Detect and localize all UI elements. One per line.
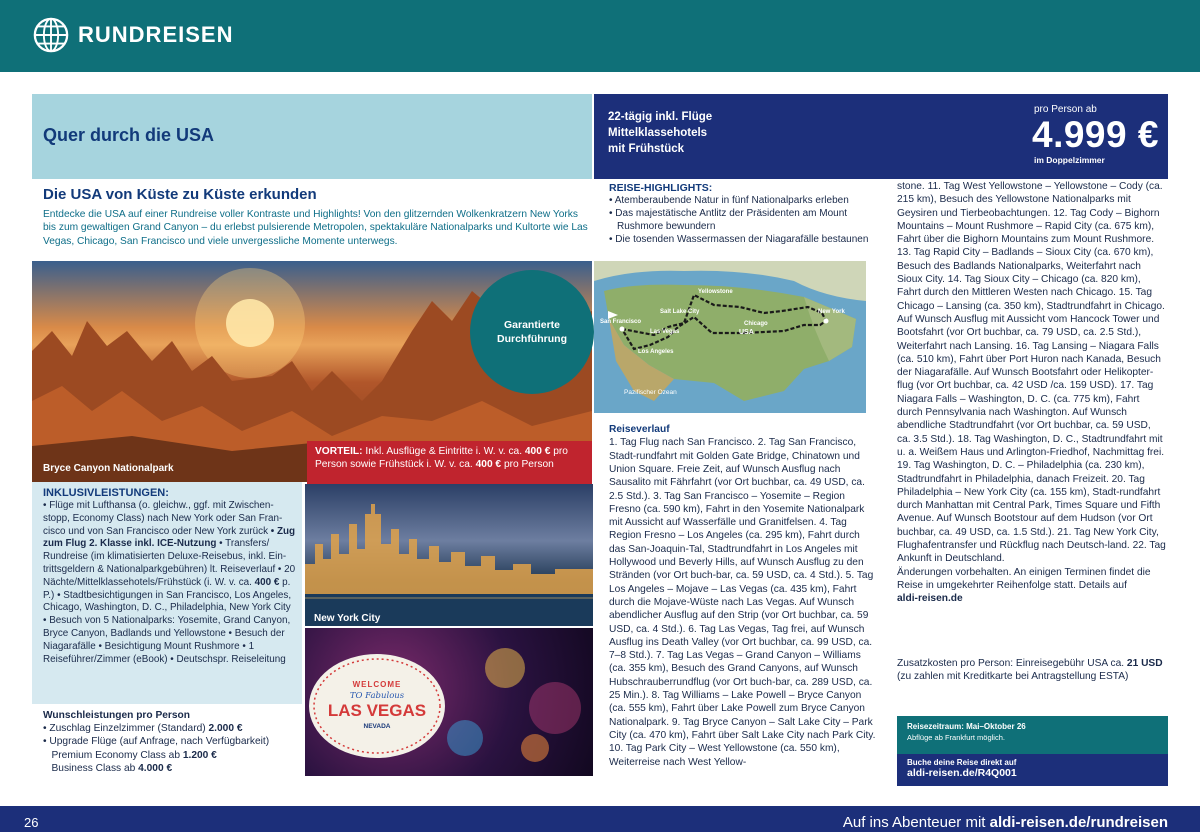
advantage-amount-1: 400 € (524, 446, 551, 457)
extra-costs-note: (zu zahlen mit Kreditkarte bei Antragstellung ESTA) (897, 671, 1129, 683)
advantage-label: VORTEIL: (315, 446, 363, 457)
extras-item-price: 4.000 € (138, 763, 173, 775)
trip-features (608, 109, 712, 157)
advantage-text: Inkl. Ausflüge & Eintritte i. W. v. ca. (365, 446, 525, 457)
map-label-los-angeles: Los Angeles (638, 349, 674, 355)
extras-item (43, 722, 298, 735)
booking-box[interactable] (897, 754, 1168, 786)
departure-note: Abflüge ab Frankfurt möglich. (907, 733, 1005, 742)
advantage-text-3: pro Person (501, 459, 554, 471)
map-label-yellowstone: Yellowstone (698, 289, 733, 295)
extras-item-price: 2.000 € (208, 723, 243, 734)
sign-nevada: NEVADA (363, 723, 391, 730)
guarantee-badge: Garantierte Durchführung (470, 270, 594, 394)
extras-item-text: • Zuschlag Einzelzimmer (Standard) (43, 723, 209, 734)
highlights-heading: REISE-HIGHLIGHTS: (609, 182, 713, 194)
highlight-item: • Das majestätische Antlitz der Präsidenten am Mount Rushmore bewundern (609, 208, 848, 232)
price-value: 4.999 € (1032, 114, 1159, 155)
route-map (594, 261, 866, 413)
page-footer (0, 806, 1200, 832)
map-label-chicago: Chicago (744, 321, 768, 327)
highlight-item: • Atemberaubende Natur in fünf Nationalparks erleben (609, 195, 849, 206)
extra-costs (897, 657, 1167, 684)
itinerary-col-2 (897, 180, 1167, 606)
price-label: pro Person ab (1034, 104, 1097, 115)
footer-url[interactable]: aldi-reisen.de/rundreisen (989, 814, 1168, 831)
advantage-banner (307, 441, 592, 484)
itinerary-link[interactable]: aldi-reisen.de (897, 593, 963, 605)
inclusions-text (43, 500, 296, 666)
extras-item-text: Business Class ab (43, 763, 139, 775)
globe-icon (32, 16, 70, 54)
price-bar (594, 94, 1168, 179)
advantage-amount-2: 400 € (475, 459, 502, 471)
intro-text: Entdecke die USA auf einer Rundreise voller Kontraste und Highlights! Von den glitzernden Wolkenkratzern New Yorks bis zum gewaltigen Grand Canyon – du erlebst pulsierende Metropolen, spektakuläre Nationalparks und Kultorte wie Las Vegas, Chicago, San Francisco und viele unvergessliche Momente unterwegs. (43, 209, 588, 247)
intro (43, 186, 588, 248)
inclusions-part-1: • Flüge mit Lufthansa (o. gleichw., ggf. mit Zwischen-stopp, Economy Class) nach New York oder San Fran-cisco und von San Francisco oder New York zurück (43, 500, 283, 537)
footer-tagline (843, 814, 1168, 831)
itinerary-heading: Reiseverlauf (609, 424, 670, 435)
section-header (0, 0, 1200, 72)
itinerary-col-1 (609, 423, 879, 787)
page-title: Quer durch die USA (43, 125, 215, 145)
title-bar (32, 94, 592, 179)
itinerary-text-2: stone. 11. Tag West Yellowstone – Yellowstone – Cody (ca. 215 km), Besuch des Yellowstone Nationalparks mit Geysiren und Tierbeobachtungen. 12. Tag Cody – Bighorn Mountains – Mount Rushmore – Rapid City (ca. 675 km), Fahrt über die Bighorn Mountains zum Mount Rushmore. 13. Tag Rapid City – Badlands – Sioux City (ca. 670 km), Besuch des Badlands Nationalparks, Weiterfahrt nach Sioux City. 14. Tag Sioux City – Chicago (ca. 820 km), Fahrt durch den Mittleren Westen nach Chicago. 15. Tag Chicago – Lansing (ca. 350 km), Stadtrundfahrt in Chicago. Auf Wunsch Ausflug mit Aussicht vom Hancock Tower und Bootsfahrt (vor Ort buchbar, ca. 79 USD, ca. 2.5 Std.), Weiterfahrt nach Lansing. 16. Tag Lansing – Niagara Falls (ca. 510 km), Fahrt über Port Huron nach Kanada, Besuch der Niagarafälle. Auf Wunsch Bootsfahrt oder Helikopter-flug (vor Ort buchbar, ca. 42 USD /ca. 159 USD). 17. Tag Niagara Falls – Washington, D. C. (ca. 775 km), Fahrt durch Pennsylvania nach Washington. Auf Wunsch abendliche Stadtrundfahrt (vor Ort buchbar, ca. 59 USD, ca. 3.5 Std.). 18. Tag Washington, D. C., Stadtrundfahrt mit u. a. Weißem Haus und Arlington-Friedhof, Nachmittag frei. 19. Tag Washington, D. C. – Philadelphia (ca. 230 km), Stadtrundfahrt in Philadelphia, danach Freizeit. 20. Tag Philadelphia – New York City (ca. 155 km), Stadt-rundfahrt durch Manhattan mit Central Park, Times Square und Fifth Avenue. Auf Wunsch Bootstour auf dem Hudson (vor Ort buchbar, ca. 49 USD, ca. 1.5 Std.). 21. Tag New York City, Flughafentransfer und Rückflug nach Deutsch-land. 22. Tag Ankunft in Deutschland. (897, 181, 1166, 565)
extra-costs-label: Zusatzkosten pro Person: Einreisegebühr USA ca. (897, 658, 1127, 669)
feature-duration: 22-tägig inkl. Flüge (608, 111, 713, 123)
map-label-san-francisco: San Francisco (600, 319, 642, 325)
inclusions-part-5: p. P.) • Stadtbesichtigungen in San Francisco, Los Angeles, Chicago, Washington, D. C., Philadelphia, New York City • Besuch von 5 Nationalparks: Yosemite, Grand Canyon, Bryce Canyon, Badlands und Yellowstone • Besuch der Niagarafälle • Besichtigung Mount Rushmore • 1 Reiseführer/Zimmer (eBook) • Deutschspr. Reiseleitung (43, 576, 292, 665)
inclusions-part-3: • Transfers/ Rundreise (im klimatisierten Deluxe-Reisebus, inkl. Ein-trittsgeldern & Nationalparkgebühren) lt. Reiseverlauf • 20 Nächte/Mittelklassehotels/Frühstück (i. W. v. ca. (43, 538, 296, 588)
sign-las-vegas: LAS VEGAS (327, 701, 427, 720)
extras-item (43, 735, 298, 748)
section-title: RUNDREISEN (78, 22, 234, 47)
booking-url[interactable]: aldi-reisen.de/R4Q001 (907, 767, 1017, 779)
map-label-usa: USA (739, 329, 754, 336)
inclusions-part-4: 400 € (254, 576, 283, 588)
extras (43, 710, 298, 776)
extras-heading: Wunschleistungen pro Person (43, 710, 190, 721)
skyline-illustration (305, 484, 593, 626)
footer-tagline-text: Auf ins Abenteuer mit (842, 814, 990, 831)
sign-welcome: WELCOME (352, 680, 402, 689)
ny-caption: New York City (314, 613, 381, 624)
travel-period: Reisezeitraum: Mai–Oktober 26 (907, 722, 1026, 731)
feature-hotels: Mittelklassehotels (608, 127, 708, 139)
itinerary-text-1: 1. Tag Flug nach San Francisco. 2. Tag San Francisco, Stadt-rundfahrt mit Golden Gate Bridge, Chinatown und Union Square. Freie Zeit, auf Wunsch Ausflug nach Sausalito mit Fährfahrt (vor Ort buchbar, ca. 49 USD, ca. 2.5 Std.). 3. Tag San Francisco – Yosemite – Region Fresno (ca. 590 km), Fahrt in den Yosemite Nationalpark mit Aussicht auf Wasserfälle und Granitfelsen. 4. Tag Region Fresno – Los Angeles (ca. 295 km), Fahrt durch das San-Joaquin-Tal, Stadtrundfahrt in Los Angeles mit Hollywood und Beverly Hills, auf Wunsch Ausflug zu den Stränden (vor Ort buch-bar, ca. 59 USD, ca. 4 Std.). 5. Tag Los Angeles – Mojave – Las Vegas (ca. 435 km), Fahrt durch die Mojave-Wüste nach Las Vegas. Auf Wunsch abendlicher Ausflug auf den Strip (vor Ort buchbar, ca. 59 USD, ca. 4 Std.). 6. Tag Las Vegas, Tag frei, auf Wunsch Ausflug ins Death Valley (vor Ort buchbar, ca. 99 USD, ca. 7–8 Std.). 7. Tag Las Vegas – Grand Canyon – Williams (ca. 355 km), Besuch des Grand Canyons, auf Wunsch Hubschrauberrundflug (vor Ort buch-bar, ca. 289 USD, ca. 25 Min.). 8. Tag Williams – Lake Powell – Bryce Canyon (ca. 555 km), Fahrt über Lake Powell zum Bryce Canyon Nationalpark. 9. Tag Bryce Canyon – Salt Lake City – Park City (ca. 470 km), Fahrt über Salt Lake City nach Park City. 10. Tag Park City – West Yellowstone (ca. 550 km), Weiterreise nach West Yellow- (609, 437, 876, 768)
feature-breakfast: mit Frühstück (608, 143, 685, 155)
sign-to-fabulous: TO Fabulous (349, 691, 405, 701)
map-label-salt-lake-city: Salt Lake City (660, 309, 700, 315)
inclusions-heading: INKLUSIVLEISTUNGEN: (43, 487, 169, 499)
advantage-text-2: pro Person sowie Frühstück i. W. v. ca. (315, 446, 568, 471)
new-york-photo (305, 484, 593, 626)
map-label-pacific: Pazifischer Ozean (624, 389, 677, 396)
page-number: 26 (24, 815, 39, 830)
las-vegas-photo (305, 628, 593, 776)
highlight-item: • Die tosenden Wassermassen der Niagarafälle bestaunen (609, 234, 869, 245)
extras-item-price: 1.200 € (182, 749, 217, 761)
extras-item (43, 762, 298, 775)
extra-costs-amount: 21 USD (1126, 658, 1163, 669)
extra-costs-text (897, 657, 1167, 670)
map-label-new-york: New York (818, 309, 845, 315)
travel-period-box (897, 716, 1168, 754)
extras-item (43, 749, 298, 762)
extras-item-text: Premium Economy Class ab (43, 749, 183, 761)
price-note: im Doppelzimmer (1034, 155, 1105, 165)
inclusions-part-2: • Zug zum Flug 2. Klasse inkl. ICE-Nutzung (43, 525, 296, 550)
highlights (609, 182, 875, 246)
intro-heading: Die USA von Küste zu Küste erkunden (43, 186, 317, 203)
itinerary-changes: Änderungen vorbehalten. An einigen Terminen findet die Reise in umgekehrter Reihenfolge statt. Details auf (897, 566, 1151, 591)
bryce-caption: Bryce Canyon Nationalpark (43, 463, 174, 474)
inclusions-box (32, 482, 302, 704)
booking-label: Buche deine Reise direkt auf (907, 758, 1017, 767)
map-label-las-vegas: Las Vegas (650, 329, 680, 335)
extras-item-text: • Upgrade Flüge (auf Anfrage, nach Verfügbarkeit) (43, 736, 270, 748)
